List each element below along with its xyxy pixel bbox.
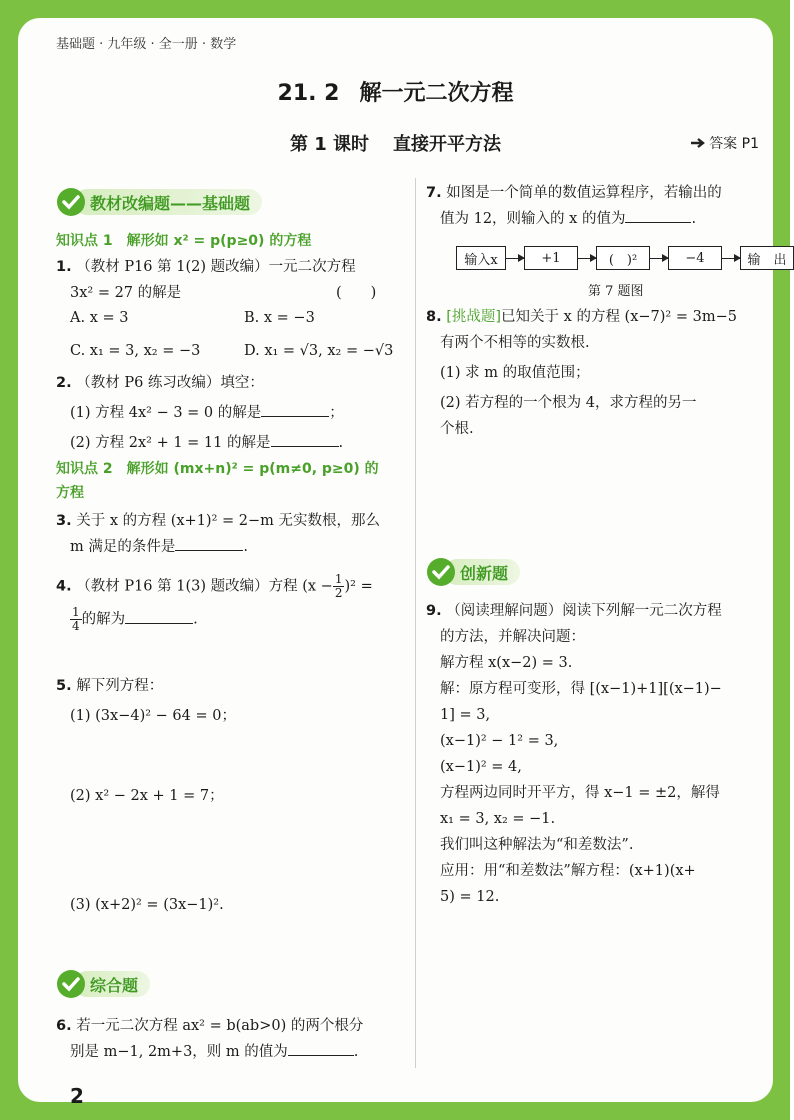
column-divider xyxy=(415,178,416,1068)
q4-fraction-1 xyxy=(333,573,345,600)
q8-challenge-tag: [挑战题] xyxy=(446,309,502,325)
q3-end: . xyxy=(243,539,248,555)
section-comprehensive-header xyxy=(56,968,150,1000)
section-name: 解一元二次方程 xyxy=(359,81,514,106)
q2-part1-end: ； xyxy=(329,405,344,421)
question-8 xyxy=(426,304,771,442)
question-5 xyxy=(56,673,411,729)
q4-line1: （教材 P16 第 1(3) 题改编）方程 (x − xyxy=(76,578,333,595)
running-title: 基础题 · 九年级 · 全一册 · 数学 xyxy=(56,37,237,52)
q9-line6: (x−1)² − 1² = 3, xyxy=(440,733,559,749)
q6-blank[interactable] xyxy=(288,1039,354,1056)
q3-blank[interactable] xyxy=(175,534,243,551)
q6-line2: 别是 m−1, 2m+3，则 m 的值为 xyxy=(70,1044,288,1060)
flow-arrow-icon xyxy=(650,258,668,259)
check-badge-icon xyxy=(426,557,456,587)
q2-part2-end: . xyxy=(338,435,344,451)
arrow-right-icon xyxy=(690,137,706,149)
q1-option-b: B. x = −3 xyxy=(244,310,315,326)
flow-step-input: 输入x xyxy=(456,246,506,270)
q7-line1: 如图是一个简单的数值运算程序，若输出的 xyxy=(446,185,722,201)
section-basic-header xyxy=(56,186,262,218)
q4-frac2-num: 1 xyxy=(72,605,80,619)
q5-part2: (2) x² − 2x + 1 = 7； xyxy=(70,788,224,804)
q9-number: 9. xyxy=(426,603,442,619)
q9-line5: 1] = 3, xyxy=(440,707,491,723)
q8-part1: (1) 求 m 的取值范围； xyxy=(440,365,590,381)
flow-arrow-icon xyxy=(578,258,596,259)
q4-line2: 的解为 xyxy=(81,611,126,628)
q8-part2-cont: 个根. xyxy=(440,421,474,437)
flow-step-square: ( )² xyxy=(596,246,650,270)
lesson-title xyxy=(18,130,773,156)
q9-line1: （阅读理解问题）阅读下列解一元二次方程 xyxy=(446,603,722,619)
q7-number: 7. xyxy=(426,185,442,201)
flow-step-output: 输 出 xyxy=(740,246,794,270)
question-2 xyxy=(56,370,411,456)
flow-step-subtract: −4 xyxy=(668,246,722,270)
q3-number: 3. xyxy=(56,513,72,529)
answer-ref-label: 答案 P1 xyxy=(709,136,759,152)
q4-frac1-num: 1 xyxy=(334,572,343,586)
flow-arrow-icon xyxy=(722,258,740,259)
page-sheet xyxy=(18,18,787,1108)
q8-line2: 有两个不相等的实数根. xyxy=(440,335,590,351)
answer-reference xyxy=(690,133,759,153)
q4-number: 4. xyxy=(56,578,72,595)
question-7 xyxy=(426,180,771,232)
q1-stem: （教材 P16 第 1(2) 题改编）一元二次方程 xyxy=(76,259,356,275)
section-innovation-header xyxy=(426,556,520,588)
q9-line8: 方程两边同时开平方，得 x−1 = ±2，解得 xyxy=(440,785,720,801)
q4-frac1-den: 2 xyxy=(334,586,343,600)
q2-stem: （教材 P6 练习改编）填空： xyxy=(76,375,264,391)
q6-end: . xyxy=(353,1044,359,1060)
q8-part2: (2) 若方程的一个根为 4，求方程的另一 xyxy=(440,395,697,411)
q2-part2: (2) 方程 2x² + 1 = 11 的解是 xyxy=(70,435,271,451)
q1-option-a: A. x = 3 xyxy=(70,310,129,326)
knowledge-point-2-cont: 方程 xyxy=(56,485,84,501)
q5-part3: (3) (x+2)² = (3x−1)². xyxy=(70,897,224,913)
q7-figure-caption: 第 7 题图 xyxy=(588,284,644,299)
q9-line9: x₁ = 3, x₂ = −1. xyxy=(440,811,556,827)
q7-end: . xyxy=(691,211,697,227)
q1-answer-paren: ( ) xyxy=(336,285,377,301)
q1-line2: 3x² = 27 的解是 xyxy=(70,285,182,301)
q8-number: 8. xyxy=(426,309,442,325)
question-6 xyxy=(56,1013,411,1065)
lesson-label: 第 1 课时 xyxy=(289,134,370,155)
question-9 xyxy=(426,598,771,910)
q5-number: 5. xyxy=(56,678,72,694)
q9-line11: 应用：用“和差数法”解方程：(x+1)(x+ xyxy=(440,863,696,879)
knowledge-point-1: 知识点 1 解形如 x² = p(p≥0) 的方程 xyxy=(56,233,312,249)
section-comprehensive-label: 综合题 xyxy=(74,971,150,997)
q4-line1-end: )² = xyxy=(344,578,373,595)
question-3 xyxy=(56,508,411,560)
q8-line1: 已知关于 x 的方程 (x−7)² = 3m−5 xyxy=(501,309,737,325)
q3-line1: 关于 x 的方程 (x+1)² = 2−m 无实数根，那么 xyxy=(76,513,381,529)
q1-option-d: D. x₁ = √3, x₂ = −√3 xyxy=(244,343,394,359)
check-badge-icon xyxy=(56,969,86,999)
q9-line3: 解方程 x(x−2) = 3. xyxy=(440,655,573,671)
q4-blank[interactable] xyxy=(125,607,193,624)
q9-line2: 的方法，并解决问题： xyxy=(440,629,585,645)
q1-option-c: C. x₁ = 3, x₂ = −3 xyxy=(70,343,201,359)
q7-line2: 值为 12，则输入的 x 的值为 xyxy=(440,211,626,227)
q3-line2: m 满足的条件是 xyxy=(70,539,176,555)
flow-step-add: +1 xyxy=(524,246,578,270)
q6-number: 6. xyxy=(56,1018,72,1034)
q4-end: . xyxy=(193,611,198,628)
question-4 xyxy=(56,573,411,633)
q6-line1: 若一元二次方程 ax² = b(ab>0) 的两个根分 xyxy=(76,1018,364,1034)
q9-line12: 5) = 12. xyxy=(440,889,500,905)
lesson-name: 直接开平方法 xyxy=(393,134,502,155)
q2-number: 2. xyxy=(56,375,72,391)
q9-line10: 我们叫这种解法为“和差数法”. xyxy=(440,837,634,853)
q2-blank-1[interactable] xyxy=(261,400,329,417)
q4-fraction-2 xyxy=(70,606,82,633)
knowledge-point-2: 知识点 2 解形如 (mx+n)² = p(m≠0, p≥0) 的 xyxy=(56,461,379,477)
q9-line7: (x−1)² = 4, xyxy=(440,759,522,775)
section-number: 21. 2 xyxy=(277,81,340,106)
q9-line4: 解：原方程可变形，得 [(x−1)+1][(x−1)− xyxy=(440,681,722,697)
q7-flowchart xyxy=(456,246,794,270)
section-title xyxy=(18,76,773,107)
question-1 xyxy=(56,254,406,306)
section-basic-label: 教材改编题——基础题 xyxy=(74,189,262,215)
q5-stem: 解下列方程： xyxy=(76,678,164,694)
q7-blank[interactable] xyxy=(625,206,691,223)
q4-frac2-den: 4 xyxy=(72,619,80,633)
q2-part1: (1) 方程 4x² − 3 = 0 的解是 xyxy=(70,405,262,421)
page-number: 2 xyxy=(70,1084,84,1108)
check-badge-icon xyxy=(56,187,86,217)
q5-part1: (1) (3x−4)² − 64 = 0； xyxy=(70,708,236,724)
flow-arrow-icon xyxy=(506,258,524,259)
q1-number: 1. xyxy=(56,259,72,275)
q2-blank-2[interactable] xyxy=(271,430,339,447)
section-innovation-label: 创新题 xyxy=(444,559,520,585)
